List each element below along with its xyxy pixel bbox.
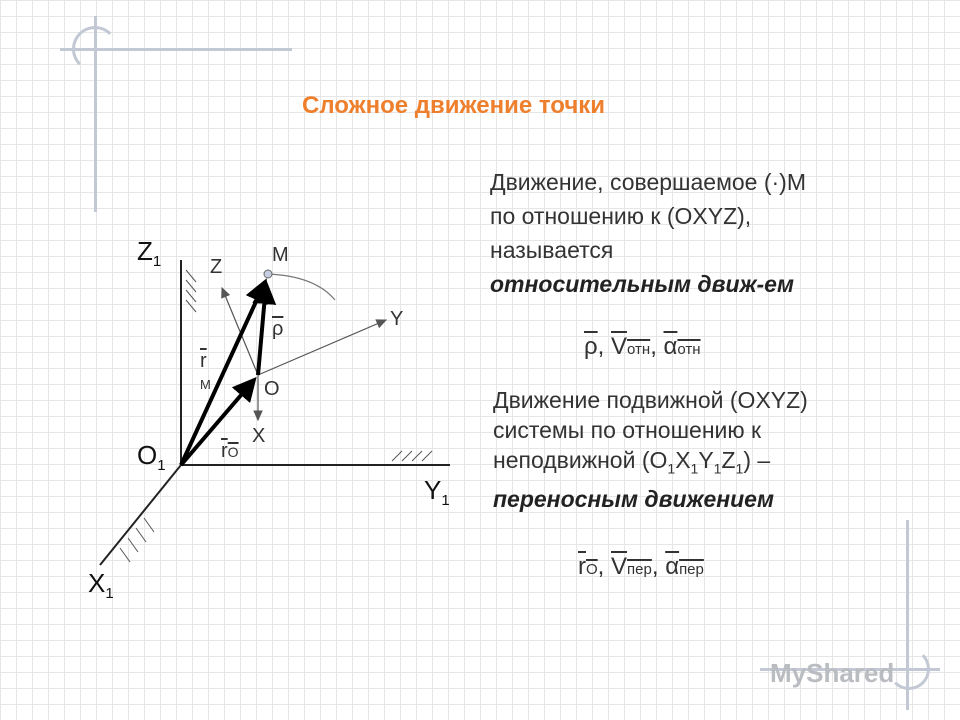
y-hatching (392, 451, 432, 461)
fixed-y-label: $Y_1$ (424, 475, 450, 510)
moving-y-label: Y (390, 308, 404, 330)
moving-x-label: X (252, 425, 266, 447)
relative-line-3: называется (490, 237, 614, 263)
relative-line-1: Движение, совершаемое (·)M (490, 169, 806, 195)
fixed-x-label: $X_1$ (88, 568, 114, 603)
point-m-label: M (272, 244, 289, 266)
transport-line-1: Движение подвижной (OXYZ) (493, 387, 808, 413)
transport-symbols: rO, Vпер, αпер (578, 553, 704, 580)
alpha-tr-symbol: αпер (665, 553, 704, 580)
relative-symbols: $\overline{\rho}$, Vотн, αотн (584, 333, 701, 360)
relative-line-2: по отношению к (OXYZ), (490, 203, 752, 229)
trajectory-arc (268, 274, 335, 300)
moving-z-label: Z (210, 256, 223, 278)
moving-origin-label: O (264, 378, 280, 400)
r-o-symbol: rO (578, 553, 598, 580)
ro-vector-label: rO (221, 440, 239, 462)
watermark-logo: MyShared (770, 658, 895, 688)
transport-line-4: переносным движением (493, 485, 774, 512)
alpha-rel-symbol: αотн (663, 333, 701, 360)
v-tr-symbol: Vпер (611, 553, 652, 580)
vector-rO (181, 380, 254, 465)
fixed-z-label: $Z_1$ (137, 236, 162, 271)
z-hatching (186, 270, 196, 312)
x-hatching (120, 518, 154, 562)
rm-vector-label: $\overline{r}$ M (200, 350, 211, 392)
rho-vector-label: $\overline{\rho}$ (272, 318, 284, 340)
relative-line-4: относительным движ-ем (490, 271, 794, 297)
slide-title: Сложное движение точки (302, 92, 606, 119)
point-m (264, 270, 272, 278)
fixed-x-axis (100, 465, 181, 565)
transport-line-3: неподвижной $(O_1X_1Y_1Z_1)$ – (493, 447, 771, 477)
fixed-origin-label: $O_1$ (137, 440, 166, 475)
v-rel-symbol: Vотн (611, 333, 651, 360)
rho-symbol: $\overline{\rho}$ (584, 333, 598, 360)
transport-line-2: системы по отношению к (493, 417, 762, 443)
